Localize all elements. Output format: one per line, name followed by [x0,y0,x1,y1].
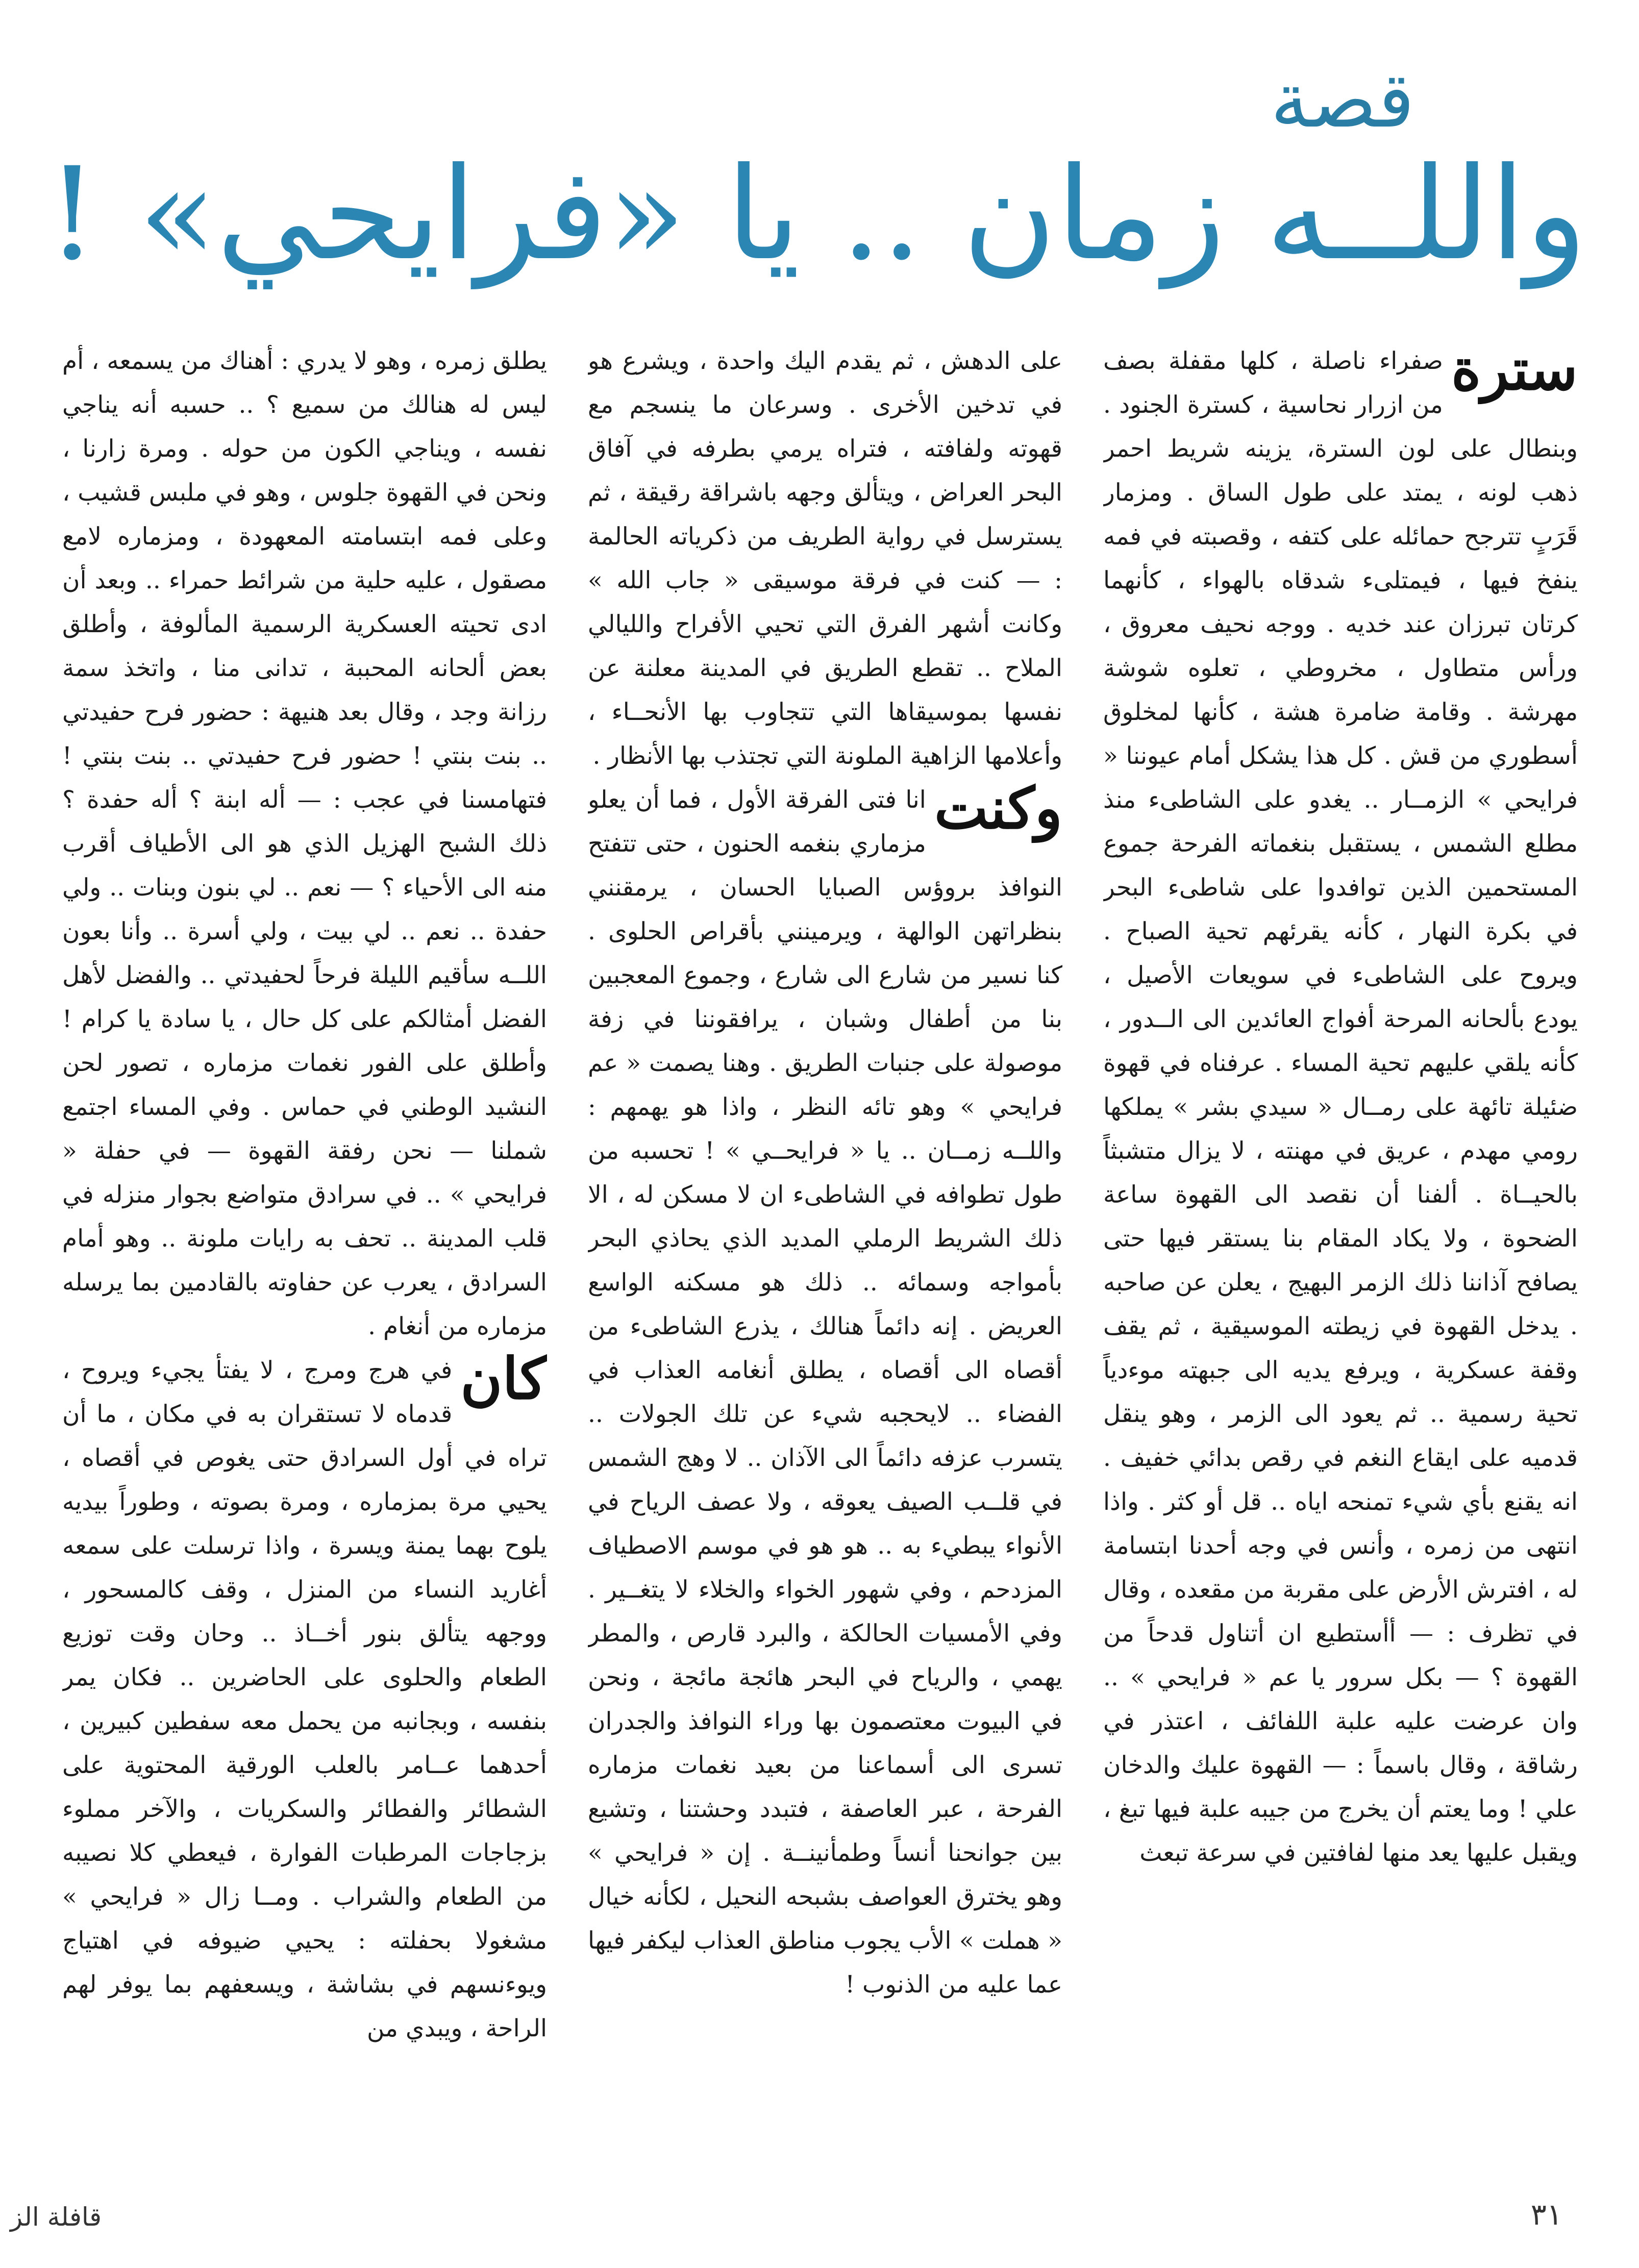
text-column-left [62,339,547,2268]
column-text: انا فتى الفرقة الأول ، فما أن يعلو مزماري بنغمه الحنون ، حتى تتفتح النوافذ بروؤس الصبايا الحسان ، يرمقنني بنظراتهن الوالهة ، ويرمينني بأقراص الحلوى . كنا نسير من شارع الى شارع ، وجموع المعجبين بنا من أطفال وشبان ، يرافقوننا في زفة موصولة على جنبات الطريق . وهنا يصمت « عم فرايحي » وهو تائه النظر ، واذا هو يهمهم : واللــه زمــان .. يا « فرايحــي » ! تحسبه من طول تطوافه في الشاطىء ان لا مسكن له ، الا ذلك الشريط الرملي المديد الذي يحاذي البحر بأمواجه وسمائه .. ذلك هو مسكنه الواسع العريض . إنه دائماً هنالك ، يذرع الشاطىء من أقصاه الى أقصاه ، يطلق أنغامه العذاب في الفضاء .. لايحجبه شيء عن تلك الجولات .. يتسرب عزفه دائماً الى الآذان .. لا وهج الشمس في قلــب الصيف يعوقه ، ولا عصف الرياح في الأنواء يبطيء به .. هو هو في موسم الاصطياف المزدحم ، وفي شهور الخواء والخلاء لا يتغــير . وفي الأمسيات الحالكة ، والبرد قارص ، والمطر يهمي ، والرياح في البحر هائجة مائجة ، ونحن في البيوت معتصمون بها وراء النوافذ والجدران تسرى الى أسماعنا من بعيد نغمات مزماره الفرحة ، عبر العاصفة ، فتبدد وحشتنا ، وتشيع بين جوانحنا أنساً وطمأنينــة . إن « فرايحي » وهو يخترق العواصف بشبحه النحيل ، لكأنه خيال « هملت » الأب يجوب مناطق العذاب ليكفر فيها عما عليه من الذنوب ! [588,786,1062,1999]
column-text: على الدهش ، ثم يقدم اليك واحدة ، ويشرع هو في تدخين الأخرى . وسرعان ما ينسجم مع قهوته ولفافته ، فتراه يرمي بطرفه في آفاق البحر العراض ، ويتألق وجهه باشراقة رقيقة ، ثم يسترسل في رواية الطريف من ذكرياته الحالمة : — كنت في فرقة موسيقى « جاب الله » وكانت أشهر الفرق التي تحيي الأفراح والليالي الملاح .. تقطع الطريق في المدينة معلنة عن نفسها بموسيقاها التي تتجاوب بها الأنحــاء ، وأعلامها الزاهية الملونة التي تجتذب بها الأنظار . [588,347,1062,770]
page-number: ٣١ [1530,2197,1562,2232]
column-text: صفراء ناصلة ، كلها مقفلة بصف من ازرار نحاسية ، كسترة الجنود . وبنطال على لون السترة، يزينه شريط احمر ذهب لونه ، يمتد على طول الساق . ومزمار قَرَبٍ تترجح حمائله على كتفه ، وقصبته في فمه ينفخ فيها ، فيمتلىء شدقاه بالهواء ، كأنهما كرتان تبرزان عند خديه . ووجه نحيف معروق ، ورأس متطاول ، مخروطي ، تعلوه شوشة مهرشة . وقامة ضامرة هشة ، كأنها لمخلوق أسطوري من قش . كل هذا يشكل أمام عيوننا « فرايحي » الزمــار .. يغدو على الشاطىء منذ مطلع الشمس ، يستقبل بنغماته الفرحة جموع المستحمين الذين توافدوا على شاطىء البحر في بكرة النهار ، كأنه يقرئهم تحية الصباح . ويروح على الشاطىء في سويعات الأصيل ، يودع بألحانه المرحة أفواج العائدين الى الــدور ، كأنه يلقي عليهم تحية المساء . عرفناه في قهوة ضئيلة تائهة على رمــال « سيدي بشر » يملكها رومي مهدم ، عريق في مهنته ، لا يزال متشبثاً بالحيــاة . ألفنا أن نقصد الى القهوة ساعة الضحوة ، ولا يكاد المقام بنا يستقر فيها حتى يصافح آذاننا ذلك الزمر البهيج ، يعلن عن صاحبه . يدخل القهوة في زيطته الموسيقية ، ثم يقف وقفة عسكرية ، ويرفع يديه الى جبهته موءدياً تحية رسمية .. ثم يعود الى الزمر ، وهو ينقل قدميه على ايقاع النغم في رقص بدائي خفيف . انه يقنع بأي شيء تمنحه اياه .. قل أو كثر . واذا انتهى من زمره ، وأنس في وجه أحدنا ابتسامة له ، افترش الأرض على مقربة من مقعده ، وقال في تظرف : — أأستطيع ان أتناول قدحاً من القهوة ؟ — بكل سرور يا عم « فرايحي » .. وان عرضت عليه علبة اللفائف ، اعتذر في رشاقة ، وقال باسماً : — القهوة عليك والدخان علي ! وما يعتم أن يخرج من جيبه علبة فيها تبغ ، ويقبل عليها يعد منها لفافتين في سرعة تبعث [1103,347,1578,1867]
text-column-right [1103,339,1578,2268]
column-text: في هرج ومرج ، لا يفتأ يجيء ويروح ، قدماه لا تستقران به في مكان ، ما أن تراه في أول السرادق حتى يغوص في أقصاه ، يحيي مرة بمزماره ، ومرة بصوته ، وطوراً بيديه يلوح بهما يمنة ويسرة ، واذا ترسلت على سمعه أغاريد النساء من المنزل ، وقف كالمسحور ، ووجهه يتألق بنور أخــاذ .. وحان وقت توزيع الطعام والحلوى على الحاضرين .. فكان يمر بنفسه ، وبجانبه من يحمل معه سفطين كبيرين ، أحدهما عــامر بالعلب الورقية المحتوية على الشطائر والفطائر والسكريات ، والآخر مملوء بزجاجات المرطبات الفوارة ، فيعطي كلا نصيبه من الطعام والشراب . ومــا زال « فرايحي » مشغولا بحفلته : يحيي ضيوفه في اهتياج ويوءنسهم في بشاشة ، ويسعفهم بما يوفر لهم الراحة ، ويبدي من [62,1356,547,2042]
story-title: واللــه زمان .. يا «فرايحي» ! [46,140,1587,288]
magazine-name: قافلة الز [10,2202,102,2232]
column-text: يطلق زمره ، وهو لا يدري : أهناك من يسمعه ، أم ليس له هنالك من سميع ؟ .. حسبه أنه يناجي نفسه ، ويناجي الكون من حوله . ومرة زارنا ، ونحن في القهوة جلوس ، وهو في ملبس قشيب ، وعلى فمه ابتسامته المعهودة ، ومزماره لامع مصقول ، عليه حلية من شرائط حمراء .. وبعد أن ادى تحيته العسكرية الرسمية المألوفة ، وأطلق بعض ألحانه المحببة ، تدانى منا ، واتخذ سمة رزانة وجد ، وقال بعد هنيهة : حضور فرح حفيدتي .. بنت بنتي ! حضور فرح حفيدتي .. بنت بنتي ! فتهامسنا في عجب : — أله ابنة ؟ أله حفدة ؟ ذلك الشبح الهزيل الذي هو الى الأطياف أقرب منه الى الأحياء ؟ — نعم .. لي بنون وبنات .. ولي حفدة .. نعم .. لي بيت ، ولي أسرة .. وأنا بعون اللــه سأقيم الليلة فرحاً لحفيدتي .. والفضل لأهل الفضل أمثالكم على كل حال ، يا سادة يا كرام ! وأطلق على الفور نغمات مزماره ، تصور لحن النشيد الوطني في حماس . وفي المساء اجتمع شملنا — نحن رفقة القهوة — في حفلة « فرايحي » .. في سرادق متواضع بجوار منزله في قلب المدينة .. تحف به رايات ملونة .. وهو أمام السرادق ، يعرب عن حفاوته بالقادمين بما يرسله مزماره من أنغام . [62,347,547,1340]
text-column-middle [588,339,1062,2268]
drop-word: وكنت [934,775,1062,842]
drop-word: سترة [1451,339,1578,403]
story-kicker: قصة [1270,56,1414,145]
drop-word: كان [460,1345,547,1412]
